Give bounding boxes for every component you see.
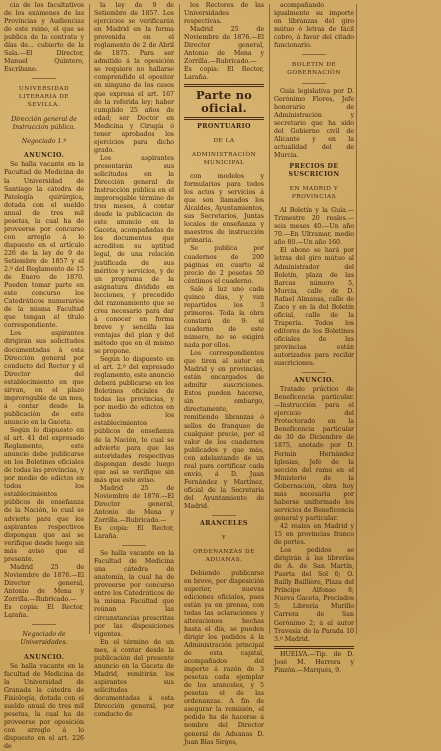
- section-subheading: Dirección general de Instrucción pública.: [11, 115, 77, 131]
- paragraph: Los correspondientes que tiren al autor en Madrid y en provincias, están encargados de admitir suscriciones. Estos pueden hacerse, sin embargo, directamente, remitiendo libranzas ó sellos de franqueo de cualquier precio, por el valor de los cuadernos publicados y que más, con adelantando de un real para certificar cada envío, á D. Juan Fernández y Martínez, oficial de la Secretaría del Ayuntamiento de Madrid.: [184, 350, 264, 510]
- double-rule: [184, 117, 264, 120]
- section-heading: BOLETÍN DE GOBERNACIÓN: [287, 62, 341, 77]
- double-rule: [184, 84, 264, 87]
- signature: Madrid 25 de Noviembre de 1876.—El Director general, Antonio de Mena y Zorrilla.—Rubricado.—Es copia: El Rector, Laraña.: [94, 484, 174, 541]
- section-heading: PRECIOS DE SUSCRICION: [288, 163, 340, 179]
- section-title: Parte no oficial.: [195, 88, 253, 116]
- section-subheading: EN MADRID Y PROVINCIAS: [289, 186, 339, 201]
- announcement-heading: ANUNCIO.: [23, 152, 65, 160]
- paragraph: Los pedidos se dirigirán á las librerías de A. de San Martín, Puerta del Sol 6; O. Bailly Baillière, Plaza del Príncipe Alfonso 8; Nueva Gaceta, Preciados 5; Librería Murillo Carrera de San Gerónimo 2; á al autor Travesía de la Parada 10 3.º Madrid.: [274, 547, 354, 643]
- paragraph: El abono se hará por letras del giro mútuo al Administrador del Boletín, plaza de las Barcas número 5, Murcia, calle de D. Rafael Almansa, calle de Zaco y en la del Boletín oficial, calle de la Trapería. Todos los editores de los Boletines oficiales de las provincias están autorizados para recibir suscriciones.: [274, 247, 354, 368]
- section-heading: UNIVERSIDAD LITERARIA DE SEVILLA.: [18, 86, 70, 109]
- divider: [212, 515, 236, 516]
- column-rule: [89, 4, 90, 634]
- divider: [302, 83, 326, 84]
- paragraph: Se publica por cuadernos de 200 páginas en cuarto al precio de 2 pesetas 50 céntimos el cuaderno.: [184, 245, 264, 285]
- column-4: [274, 2, 354, 674]
- column-3: [184, 2, 264, 746]
- section-subheading: Negociado 1.º: [21, 138, 67, 146]
- double-rule: [274, 646, 354, 649]
- column-1: [4, 2, 84, 751]
- paragraph: Según lo dispuesto en el art. 2.º del expresado reglamento, este anuncio deberá publicarse en los Boletines oficiales de todas las provincias, y por medio de edictos en todos los establecimientos públicos de enseñanza de la Nación, lo cual se advierte para que las autoridades respectivas dispongan desde luego que así se verifique sin más que este aviso.: [94, 356, 174, 484]
- paragraph: con modelos y formularios para todos los actos y servicios á que son llamados los Alcaldes, Ayuntamientos, sus Secretarios, Juntas locales de enseñanza y maestros de instrucción primaria.: [184, 173, 264, 245]
- paragraph: En el término de un mes, á contar desde la publicación del presente anuncio en la Gaceta de Madrid, remitirán los aspirantes sus solicitudes documentadas á esta Dirección general, por conducto de: [94, 638, 174, 719]
- divider: [122, 545, 146, 546]
- paragraph: Se halla vacante en la Facultad de Medicina una cátedra de anatomía, la cual ha de proveerse por concurso entre los Catedráticos de la misma Facultad que reúnan las circunstancias prescritas por las disposiciones vigentes.: [94, 550, 174, 638]
- paragraph: Sale á luz uno cada quince días, y van repartidos los 3 primeros. Toda la obra constará de 9: el cuaderno de este número, no se exigirá nada por ellos.: [184, 285, 264, 350]
- announcement-heading: ANUNCIO.: [293, 377, 335, 385]
- paragraph: Guía legislativa por D. Gerónimo Flores, Jefe honorario de Administración y secretario que ha sido del Gobierno civil de Alicante y en la actualidad del de Murcia.: [274, 87, 354, 160]
- paragraph: Se halla vacante en la Facultad de Medicina de la Universidad de Santiago la cátedra de Patología quirúrgica, dotada con el sueldo anual de tres mil pesetas, la cual ha de proveerse por concurso con arreglo á lo dispuesto en el artículo 226 de la ley de 9 de Setiembre de 1857 y el 2.º del Reglamento de 15 de Enero de 1870. Pueden tomar parte en este concurso los Catedráticos numerarios de la misma Facultad que tengan el título correspondiente.: [4, 161, 84, 330]
- paragraph: los Rectores de las Universidades respectivas.: [184, 2, 264, 26]
- divider: [302, 372, 326, 373]
- article-heading: ARANCELES: [200, 520, 248, 528]
- paragraph: Según lo dispuesto en el art. 41 del expresado Reglamento, este anuncio debe publicarse en los Boletines oficiales de todas las provincias, y por medio de edictos en todos los establecimientos públicos de enseñanza de la Nación, lo cual se advierte para que los aspirantes respectivos dispongan que así se verifique desde luego sin más aviso que el presente.: [4, 426, 84, 563]
- divider: [302, 54, 326, 55]
- paragraph: la ley de 9 de Setiembre de 1857. Los ejercicios se verificarán en Madrid en la forma prevenida en el reglamento de 2 de Abril de 1875. Para ser admitido á la oposición se requiere no hallarse comprendido el opositor en ninguno de los casos que expresa el art. 167 de la referida ley; haber cumplido 25 años de edad; ser Doctor en Medicina y Cirugía ó tener aprobados los ejercicios para dicho grado.: [94, 2, 174, 154]
- paragraph: Los aspirantes dirigirán sus solicitudes documentadas á esta Dirección general por conducto del Rector y el Director del establecimiento en que sirvan, en el plazo improrogable de un mes, á contar desde la publicación de este anuncio en la Gaceta.: [4, 330, 84, 426]
- divider: [32, 78, 56, 79]
- paragraph: Debiendo publicarse en breve, por disposición superior, nuevas ediciones oficiales, pues están ya en prensa, con todas las aclaraciones y alteraciones hechas hasta el día, se pueden dirigir los pedidos á la Administración principal de esta capital, acompañados del importe á razón de 3 pesetas cada ejemplar de los aranceles, y 5 pesetas el de las ordenanzas. A fin de asegurar la remisión, el pedido ha de hacerse á nombre del Director general de Aduanas D. Juan Blas Sirges,: [184, 569, 264, 746]
- paragraph: acompañando igualmente su importe en libranzas del giro mútuo ó letras de fácil cobro, á favor del citado funcionario.: [274, 2, 354, 50]
- column-2: [94, 2, 174, 719]
- article-subheading: DE LA: [213, 138, 235, 145]
- divider: [32, 624, 56, 625]
- column-rule: [179, 4, 180, 634]
- paragraph: cia de los facultativos de los exámenes de las Provincias y Audiencias de este reino, el que se publica de la contrata y días de... cubierto de la Sala.—El Director, Manuel Quintero, Escribano.: [4, 2, 84, 74]
- paragraph: Se halla vacante en la facultad de Medicina de la Universidad de Granada la cátedra de Fisiología, dotada con el sueldo anual de tres mil pesetas, la cual ha de proveerse por oposición con arreglo á lo dispuesto en el art. 226 de: [4, 662, 84, 751]
- imprint: HUELVA.—Tip. de D. José M. Herrera y Pinzón.—Marqués, 9.: [274, 650, 354, 674]
- article-subheading: ADMINISTRACIÓN MUNICIPAL: [191, 152, 257, 167]
- section-subheading: Negociado de Universidades.: [20, 631, 68, 647]
- announcement-heading: ANUNCIO.: [23, 653, 65, 661]
- signature: Madrid 25 de Noviembre de 1876.—El Director general, Antonio de Mena y Zorrilla.—Rubricado.—Es copia: El Rector, Laraña.: [184, 26, 264, 82]
- paragraph: Al Boletín y la Guía.—Trimestre 20 reales.—seis meses 40.—Un año 70.—En Ultramar, medio año 80.—Un año 160.: [274, 207, 354, 247]
- column-rule: [269, 4, 270, 634]
- paragraph: 42 reales en Madrid y 15 en provincias franco de portes.: [274, 522, 354, 547]
- paragraph: Tratado práctico de Beneficencia particular.—Instrucción para el ejercicio del Protectorado en la Beneficencia particular de 30 de Diciembre de 1875, anotado por D. Fermín Hernández Iglesias, Jefe de la sección del ramo en el Ministerio de la Gobernación, obra hoy más necesaria por haberse uniformado los servicios de Beneficencia general y particular.: [274, 386, 354, 522]
- signature: Madrid 25 de Noviembre de 1876.—El Director general, Antonio de Mena y Zorrilla.—Rubricado.—Es copia: El Rector, Laraña.: [4, 563, 84, 620]
- column-rule: [356, 4, 357, 634]
- article-subheading: ORDENANZAS DE ADUANAS.: [193, 548, 255, 563]
- article-subheading: Y: [221, 534, 227, 541]
- article-heading: PRONTUARIO: [197, 123, 251, 131]
- paragraph: Los aspirantes presentarán sus solicitudes en la Dirección general de Instrucción pública en el improrogable término de tres meses, á contar desde la publicación de este anuncio en la Gaceta, acompañadas de los documentos que acrediten su aptitud legal, de una relación justificada de sus méritos y servicios, y de un programa de la asignatura dividido en lecciones, y precedido del razonamiento que se crea necesario para dar á conocer en forma breve y sencilla las ventajas del plan y del método que en él mismo se propone.: [94, 154, 174, 356]
